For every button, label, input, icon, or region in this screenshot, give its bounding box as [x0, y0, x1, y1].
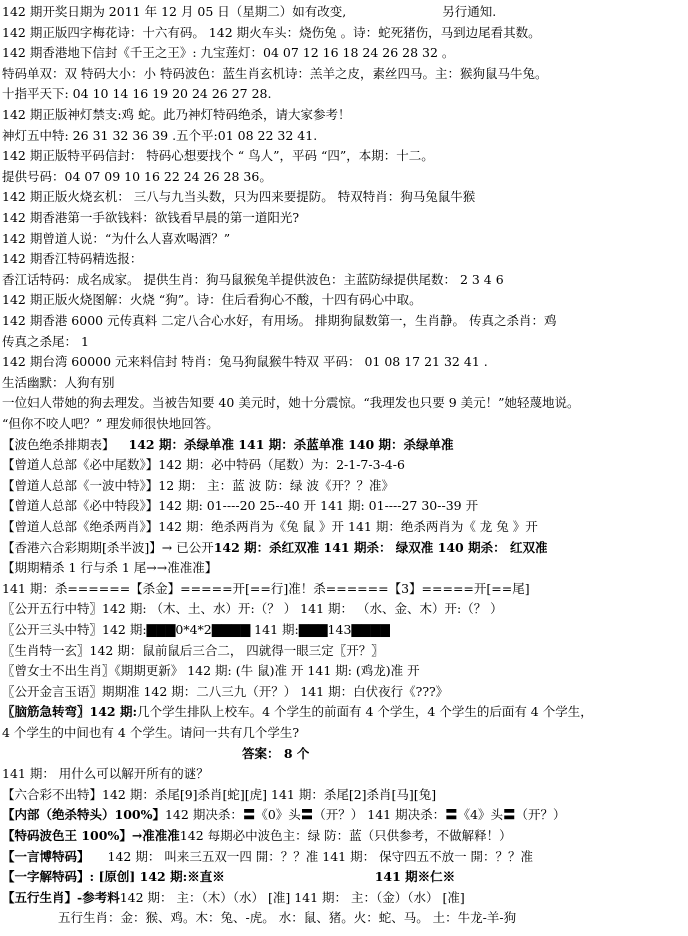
text-segment: 〖公开五行中特〗142 期: （木、土、水）开:（？ ） 141 期： （水、金、木）开:（？ ）: [2, 601, 503, 617]
text-segment: 〖脑筋急转弯〗: [2, 704, 90, 720]
text-segment: 142 期正版火烧图解：火烧 “狗”。诗：住后看狗心不酸，十四有码心中取。: [2, 292, 422, 308]
text-segment: 142 每期必中波色主：绿 防：蓝（只供参考，不做解释！）: [179, 828, 512, 843]
text-segment: 142 期香港第一手欲钱料：欲钱看早晨的第一道阳光?: [2, 210, 300, 225]
text-line: [2, 866, 455, 887]
text-line: [2, 83, 271, 104]
text-segment: 【六合彩不出特】142 期：杀尾[9]杀肖[蛇][虎] 141 期：杀尾[2]杀肖[马][兔]: [2, 786, 437, 802]
text-line: [2, 248, 142, 269]
text-line: [2, 145, 434, 166]
text-line: [2, 722, 299, 743]
text-segment: 142 期： 叫来三五双一四 開：？？准 141 期： 保守四五不放一 開：？？准: [107, 848, 534, 864]
text-line: [2, 846, 533, 867]
text-line: [2, 660, 420, 681]
text-segment: 【波色绝杀排期表】: [2, 436, 115, 452]
text-segment: 十指平天下: 04 10 14 16 19 20 24 26 27 28.: [2, 86, 272, 102]
text-line: [2, 475, 394, 496]
text-segment: 【曾道人总部《必中特段》】142 期: 01----20 25--40 开 141 期: 01----27 30--39 开: [2, 498, 479, 514]
text-line: [2, 289, 422, 310]
text-line: [2, 269, 504, 290]
text-line: [2, 186, 475, 207]
text-line: [2, 166, 272, 187]
text-segment: 神灯五中特: 26 31 32 36 39 .五个平:01 08 22 32 41.: [2, 127, 318, 143]
text-segment: 提供号码：04 07 09 10 16 22 24 26 28 36。: [2, 168, 272, 184]
text-line: [2, 907, 516, 928]
text-segment: “但你不咬人吧？” 理发师很快地回答。: [2, 416, 219, 431]
text-segment: 【曾道人总部《必中尾数》】142 期：必中特码（尾数）为：2-1-7-3-4-6: [2, 457, 405, 473]
text-line: [2, 42, 454, 63]
text-line: [2, 578, 530, 599]
text-segment: 特码单双：双 特码大小：小 特码波色：蓝生肖玄机诗：羔羊之皮，素丝四马。主：猴狗鼠马牛兔。: [2, 65, 548, 81]
text-segment: 【期期精杀 1 行与杀 1 尾→→准准准】: [2, 560, 218, 576]
text-line: [2, 310, 557, 331]
text-segment: 【一言博特码】: [2, 848, 90, 864]
text-segment: 生活幽默：人狗有别: [2, 374, 115, 390]
text-line: [2, 22, 541, 43]
text-segment: 几个学生排队上校车。4 个学生的前面有 4 个学生，4 个学生的后面有 4 个学生，: [137, 704, 593, 720]
text-line: [2, 887, 465, 908]
text-segment: 答案： 8 个: [242, 745, 310, 761]
text-segment: 142 期正版特平码信封： 特码心想要找个 “ 鸟人”，平码 “四”，本期：十二。: [2, 148, 434, 164]
text-line: [2, 640, 384, 661]
text-line: [2, 413, 219, 434]
text-line: [2, 228, 230, 249]
text-segment: 一位妇人带她的狗去理发。当被告知要 40 美元时，她十分震惊。“我理发也只要 9 美元！”她轻蔑地说。: [2, 395, 580, 411]
text-segment: 【五行生肖】-参考料: [2, 889, 120, 905]
text-segment: 另行通知.: [442, 4, 497, 19]
text-line: [2, 743, 309, 764]
text-segment: 142 期：杀红双准 141 期杀： 绿双准 140 期杀： 红双准: [213, 539, 548, 555]
text-segment: 【香港六合彩期期[杀半波]】→ 已公开: [2, 539, 214, 555]
text-segment: 【内部（绝杀特头）100%】: [2, 807, 165, 823]
text-line: [2, 681, 448, 702]
text-line: [2, 63, 547, 84]
text-line: [2, 104, 351, 125]
text-segment: 【特码波色王 100%】→准准准: [2, 828, 180, 843]
text-segment: 142 期曾道人说：“为什么人喜欢喝酒？”: [2, 230, 231, 246]
text-segment: 传真之杀尾： 1: [2, 333, 89, 349]
text-line: [2, 331, 89, 352]
text-segment: 141 期： 用什么可以解开所有的谜？: [2, 766, 209, 782]
text-line: [2, 557, 217, 578]
text-line: [2, 516, 538, 537]
text-segment: 142 期正版四字梅花诗：十六有码。 142 期火车头：烧伤兔 。诗：蛇死猪伤，马到边尾看其数。: [2, 24, 541, 40]
text-segment: 〖曾女士不出生肖〗《期期更新》 142 期: (牛 鼠)准 开 141 期: (鸡龙)准 开: [2, 663, 420, 679]
text-line: [2, 784, 436, 805]
text-segment: 142 期香江特码精选报：: [2, 251, 143, 267]
text-segment: 141 期※仁※: [374, 869, 456, 885]
text-segment: 141 期：杀======【杀金】=====开[==行]准！杀======【3】=====开[==尾]: [2, 580, 530, 596]
text-segment: 142 期台湾 60000 元来料信封 特肖：兔马狗鼠猴牛特双 平码： 01 08 17 21 32 41 .: [2, 354, 488, 370]
text-segment: 142 期香港 6000 元传真料 二定八合心水好，有用场。 排期狗鼠数第一，生肖静。 传真之杀肖：鸡: [2, 313, 557, 328]
text-segment: 【曾道人总部《绝杀两肖》】142 期：绝杀两肖为《兔 鼠 》开 141 期：绝杀两肖为《 龙 兔 》开: [2, 519, 538, 534]
text-line: [2, 701, 593, 722]
text-segment: 〖公开金言玉语〗期期准 142 期：二八三九（开？） 141 期：白伏夜行《???》: [2, 683, 449, 699]
text-segment: 〖生肖特一玄〗142 期：鼠前鼠后三合二， 四就得一眼三定〖开？〗: [2, 642, 384, 658]
text-line: [2, 351, 488, 372]
text-line: [2, 454, 405, 475]
text-segment: 【一字解特码】: [原创] 142 期:※直※: [2, 869, 225, 885]
text-line: [2, 434, 454, 455]
text-line: [2, 763, 209, 784]
text-line: [2, 619, 390, 640]
text-line: [2, 804, 566, 825]
text-segment: 142 期： 主：（木）（水） [准] 141 期： 主：（金）（水） [准]: [119, 889, 465, 905]
text-segment: 142 期开奖日期为 2011 年 12 月 05 日（星期二）如有改变,: [2, 4, 347, 19]
text-line: [2, 392, 580, 413]
text-line: [2, 598, 503, 619]
text-line: [2, 207, 299, 228]
text-segment: 142 期:: [89, 704, 138, 720]
text-line: [2, 495, 478, 516]
text-segment: 142 期决杀：〓《0》头〓（开？） 141 期决杀：〓《4》头〓（开？）: [164, 807, 566, 823]
text-segment: 142 期香港地下信封《千王之王》: 九宝莲灯：04 07 12 16 18 24 26 28 32 。: [2, 45, 455, 61]
text-line: [2, 537, 547, 558]
text-segment: 142 期正版神灯禁支:鸡 蛇。此乃神灯特码绝杀，请大家参考！: [2, 107, 351, 122]
text-segment: 五行生肖：金：猴、鸡。木：兔、-虎。 水：鼠、猪。火：蛇、马。 土：牛龙-羊-狗: [58, 910, 517, 926]
text-segment: 【曾道人总部《一波中特》】12 期： 主：蓝 波 防：绿 波《开？？准》: [2, 477, 395, 493]
text-segment: 142 期：杀绿单准 141 期：杀蓝单准 140 期：杀绿单准: [128, 436, 454, 452]
text-line: [2, 372, 115, 393]
text-line: [2, 825, 512, 846]
text-line: [2, 1, 496, 22]
text-segment: 〖公开三头中特〗142 期:▇▇▇0*4*2▇▇▇▇ 141 期:▇▇▇143▇▇▇▇: [2, 622, 390, 637]
text-segment: 4 个学生的中间也有 4 个学生。请问一共有几个学生?: [2, 725, 300, 740]
text-line: [2, 125, 317, 146]
text-segment: 142 期正版火烧玄机： 三八与九当头数，只为四来要提防。 特双特肖：狗马兔鼠牛猴: [2, 189, 476, 205]
text-segment: 香江话特码：成名成家。 提供生肖：狗马鼠猴兔羊提供波色：主蓝防绿提供尾数： 2 3 4 6: [2, 271, 504, 287]
